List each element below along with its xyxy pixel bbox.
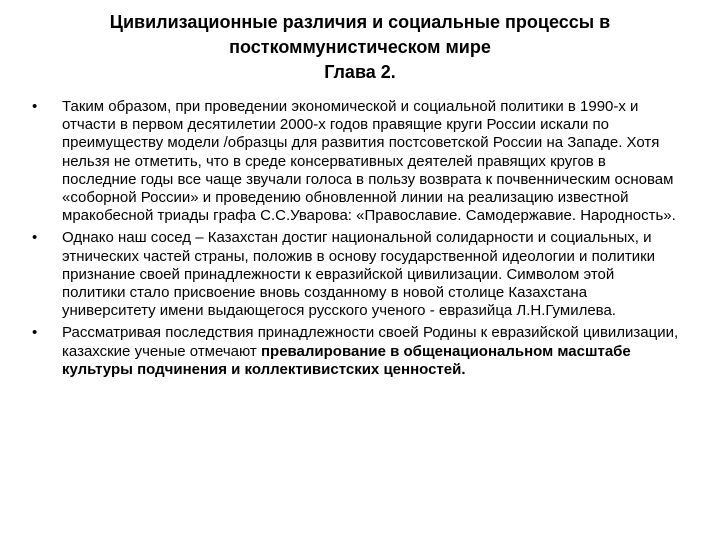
bullet-bold-text: превалирование в общенациональном масштабе культуры подчинения и коллективистских ценностей.	[62, 342, 631, 378]
bullet-point-icon: •	[32, 229, 38, 247]
title-line-2: посткоммунистическом мире	[229, 37, 491, 57]
bullet-text: Рассматривая последствия принадлежности своей Родины к евразийской цивилизации, казахские ученые отмечают	[62, 324, 679, 360]
bullet-list	[30, 98, 680, 383]
bullet-text: Однако наш сосед – Казахстан достиг национальной солидарности и социальных, и этнических частей страны, положив в основу государственной идеологии и политики признание своей принадлежности к евразийской цивилизации. Символом этой политики стало присвоение вновь созданному в новой столице Казахстана университету имени выдающегося русского ученого - евразийца Л.Н.Гумилева.	[62, 229, 656, 320]
bullet-item	[30, 229, 680, 320]
bullet-item	[30, 98, 680, 225]
bullet-text: Таким образом, при проведении экономической и социальной политики в 1990-х и отчасти в первом десятилетии 2000-х годов правящие круги России искали по преимуществу модели /образцы для развития постсоветской России на Западе. Хотя нельзя не отметить, что в среде консервативных деятелей правящих кругов в последние годы все чаще звучали голоса в пользу возврата к почвенническим основам «соборной России» и проведению обновленной линии на реализацию известной мракобесной триады графа С.С.Уварова: «Православие. Самодержавие. Народность».	[62, 98, 676, 225]
bullet-point-icon: •	[32, 98, 38, 115]
slide-title	[40, 10, 680, 85]
bullet-item	[30, 324, 680, 379]
title-line-1: Цивилизационные различия и социальные процессы в	[109, 12, 611, 32]
bullet-point-icon: •	[32, 324, 38, 342]
title-line-3: Глава 2.	[324, 62, 396, 82]
